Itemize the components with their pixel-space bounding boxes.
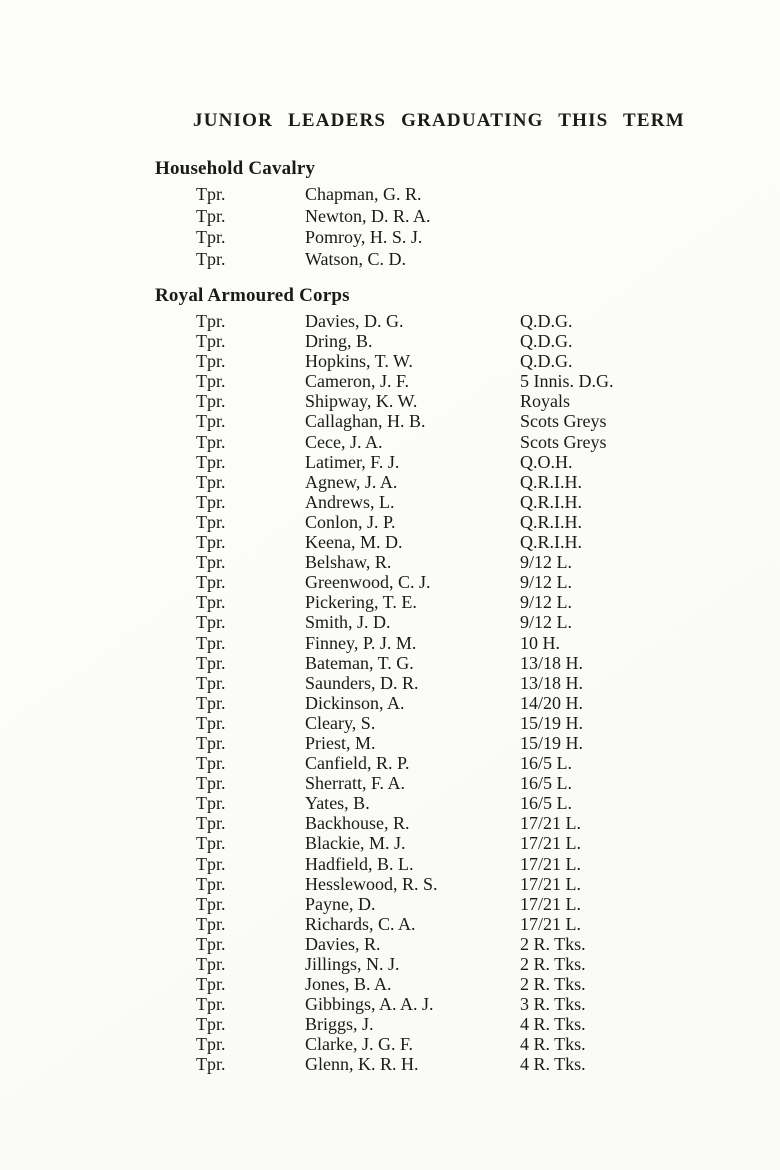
rank-cell: Tpr.	[196, 672, 226, 693]
section-household-cavalry	[155, 158, 780, 270]
roster-row	[155, 874, 780, 894]
roster-row	[155, 974, 780, 994]
name-cell: Finney, P. J. M.	[305, 632, 417, 653]
rank-cell: Tpr.	[196, 572, 226, 593]
rank-cell: Tpr.	[196, 732, 226, 753]
regiment-cell	[520, 206, 780, 228]
section-heading: Royal Armoured Corps	[155, 285, 350, 306]
regiment-cell: 4 R. Tks.	[520, 1014, 586, 1035]
roster-row	[155, 411, 780, 431]
roster-row	[155, 612, 780, 632]
regiment-cell: Q.D.G.	[520, 351, 573, 372]
regiment-cell	[520, 184, 780, 206]
rank-cell: Tpr.	[196, 311, 226, 331]
name-cell: Pomroy, H. S. J.	[305, 227, 423, 247]
regiment-cell: Q.R.I.H.	[520, 491, 582, 512]
name-cell: Clarke, J. G. F.	[305, 1034, 414, 1055]
name-cell: Agnew, J. A.	[305, 471, 398, 492]
name-cell: Saunders, D. R.	[305, 672, 419, 693]
roster-row	[155, 1054, 780, 1074]
rank-cell: Tpr.	[196, 773, 226, 794]
rank-cell: Tpr.	[196, 592, 226, 613]
regiment-cell: 17/21 L.	[520, 813, 581, 834]
regiment-cell: Q.D.G.	[520, 331, 573, 352]
roster-row	[155, 492, 780, 512]
roster-list	[155, 311, 780, 1075]
section-heading: Household Cavalry	[155, 158, 316, 179]
roster-row	[155, 813, 780, 833]
name-cell: Chapman, G. R.	[305, 184, 422, 204]
roster-row	[155, 733, 780, 753]
roster-row	[155, 572, 780, 592]
rank-cell: Tpr.	[196, 1014, 226, 1035]
name-cell: Dickinson, A.	[305, 692, 405, 713]
roster-row	[155, 713, 780, 733]
roster-row	[155, 391, 780, 411]
name-cell: Davies, R.	[305, 933, 381, 954]
regiment-cell: 5 Innis. D.G.	[520, 371, 614, 392]
regiment-cell: 16/5 L.	[520, 793, 572, 814]
roster-row	[155, 793, 780, 813]
roster-row	[155, 693, 780, 713]
roster-row	[155, 311, 780, 331]
rank-cell: Tpr.	[196, 411, 226, 432]
name-cell: Pickering, T. E.	[305, 592, 417, 613]
rank-cell: Tpr.	[196, 371, 226, 392]
roster-list	[155, 184, 780, 270]
regiment-cell: 15/19 H.	[520, 732, 583, 753]
rank-cell: Tpr.	[196, 652, 226, 673]
regiment-cell: Q.R.I.H.	[520, 471, 582, 492]
name-cell: Shipway, K. W.	[305, 391, 418, 412]
name-cell: Bateman, T. G.	[305, 652, 414, 673]
rank-cell: Tpr.	[196, 227, 226, 247]
roster-row	[155, 532, 780, 552]
name-cell: Hesslewood, R. S.	[305, 873, 438, 894]
name-cell: Yates, B.	[305, 793, 370, 814]
rank-cell: Tpr.	[196, 712, 226, 733]
rank-cell: Tpr.	[196, 933, 226, 954]
name-cell: Dring, B.	[305, 331, 373, 352]
rank-cell: Tpr.	[196, 532, 226, 553]
regiment-cell: 2 R. Tks.	[520, 933, 586, 954]
name-cell: Newton, D. R. A.	[305, 205, 431, 226]
rank-cell: Tpr.	[196, 994, 226, 1015]
roster-row	[155, 472, 780, 492]
name-cell: Watson, C. D.	[305, 248, 407, 269]
rank-cell: Tpr.	[196, 853, 226, 874]
regiment-cell: 15/19 H.	[520, 712, 583, 733]
regiment-cell: Royals	[520, 391, 571, 412]
rank-cell: Tpr.	[196, 893, 226, 914]
regiment-cell: Q.R.I.H.	[520, 511, 582, 532]
rank-cell: Tpr.	[196, 451, 226, 472]
regiment-cell: 4 R. Tks.	[520, 1054, 586, 1075]
rank-cell: Tpr.	[196, 813, 226, 834]
rank-cell: Tpr.	[196, 552, 226, 573]
roster-row	[155, 833, 780, 853]
rank-cell: Tpr.	[196, 205, 226, 226]
name-cell: Conlon, J. P.	[305, 511, 396, 532]
rank-cell: Tpr.	[196, 471, 226, 492]
regiment-cell: 16/5 L.	[520, 773, 572, 794]
name-cell: Jillings, N. J.	[305, 954, 400, 974]
name-cell: Sherratt, F. A.	[305, 773, 406, 794]
roster-row	[155, 994, 780, 1014]
regiment-cell: 14/20 H.	[520, 692, 583, 713]
rank-cell: Tpr.	[196, 632, 226, 653]
rank-cell: Tpr.	[196, 248, 226, 269]
roster-row	[155, 227, 780, 249]
name-cell: Payne, D.	[305, 893, 376, 914]
regiment-cell: 9/12 L.	[520, 572, 572, 593]
rank-cell: Tpr.	[196, 184, 226, 204]
roster-row	[155, 934, 780, 954]
name-cell: Andrews, L.	[305, 491, 395, 512]
regiment-cell	[520, 227, 780, 249]
regiment-cell: 17/21 L.	[520, 873, 581, 894]
roster-row	[155, 184, 780, 206]
section-royal-armoured-corps	[155, 285, 780, 1075]
name-cell: Cece, J. A.	[305, 431, 383, 452]
name-cell: Blackie, M. J.	[305, 833, 406, 854]
roster-row	[155, 773, 780, 793]
regiment-cell: 3 R. Tks.	[520, 994, 586, 1015]
regiment-cell: 4 R. Tks.	[520, 1034, 586, 1055]
regiment-cell: Q.O.H.	[520, 451, 573, 472]
regiment-cell: 17/21 L.	[520, 853, 581, 874]
rank-cell: Tpr.	[196, 351, 226, 372]
regiment-cell: 16/5 L.	[520, 753, 572, 774]
name-cell: Smith, J. D.	[305, 612, 391, 633]
roster-row	[155, 552, 780, 572]
regiment-cell: 2 R. Tks.	[520, 954, 586, 974]
regiment-cell: 9/12 L.	[520, 612, 572, 633]
roster-row	[155, 914, 780, 934]
name-cell: Jones, B. A.	[305, 974, 392, 995]
regiment-cell: Q.R.I.H.	[520, 532, 582, 553]
regiment-cell: Scots Greys	[520, 431, 607, 452]
name-cell: Priest, M.	[305, 732, 376, 753]
name-cell: Keena, M. D.	[305, 532, 403, 553]
roster-row	[155, 452, 780, 472]
rank-cell: Tpr.	[196, 1054, 226, 1075]
rank-cell: Tpr.	[196, 431, 226, 452]
rank-cell: Tpr.	[196, 491, 226, 512]
name-cell: Backhouse, R.	[305, 813, 410, 834]
regiment-cell: 9/12 L.	[520, 592, 572, 613]
regiment-cell: Q.D.G.	[520, 311, 573, 331]
roster-row	[155, 673, 780, 693]
name-cell: Richards, C. A.	[305, 913, 416, 934]
rank-cell: Tpr.	[196, 1034, 226, 1055]
regiment-cell: 13/18 H.	[520, 652, 583, 673]
rank-cell: Tpr.	[196, 974, 226, 995]
regiment-cell: 17/21 L.	[520, 893, 581, 914]
name-cell: Hopkins, T. W.	[305, 351, 413, 372]
roster-row	[155, 371, 780, 391]
name-cell: Belshaw, R.	[305, 552, 392, 573]
rank-cell: Tpr.	[196, 753, 226, 774]
roster-row	[155, 592, 780, 612]
roster-row	[155, 854, 780, 874]
name-cell: Briggs, J.	[305, 1014, 374, 1035]
roster-row	[155, 954, 780, 974]
regiment-cell	[520, 249, 780, 271]
roster-row	[155, 653, 780, 673]
name-cell: Greenwood, C. J.	[305, 572, 431, 593]
roster-row	[155, 633, 780, 653]
rank-cell: Tpr.	[196, 331, 226, 352]
name-cell: Cameron, J. F.	[305, 371, 410, 392]
rank-cell: Tpr.	[196, 511, 226, 532]
name-cell: Glenn, K. R. H.	[305, 1054, 419, 1075]
roster-row	[155, 206, 780, 228]
roster-row	[155, 512, 780, 532]
name-cell: Hadfield, B. L.	[305, 853, 414, 874]
roster-row	[155, 894, 780, 914]
regiment-cell: 13/18 H.	[520, 672, 583, 693]
rank-cell: Tpr.	[196, 954, 226, 974]
name-cell: Canfield, R. P.	[305, 753, 410, 774]
roster-row	[155, 351, 780, 371]
roster-row	[155, 249, 780, 271]
regiment-cell: 2 R. Tks.	[520, 974, 586, 995]
name-cell: Cleary, S.	[305, 712, 376, 733]
regiment-cell: 17/21 L.	[520, 833, 581, 854]
rank-cell: Tpr.	[196, 793, 226, 814]
name-cell: Latimer, F. J.	[305, 451, 400, 472]
regiment-cell: 17/21 L.	[520, 913, 581, 934]
name-cell: Davies, D. G.	[305, 311, 404, 331]
name-cell: Callaghan, H. B.	[305, 411, 426, 432]
rank-cell: Tpr.	[196, 692, 226, 713]
regiment-cell: Scots Greys	[520, 411, 607, 432]
rank-cell: Tpr.	[196, 612, 226, 633]
regiment-cell: 9/12 L.	[520, 552, 572, 573]
rank-cell: Tpr.	[196, 913, 226, 934]
rank-cell: Tpr.	[196, 873, 226, 894]
roster-row	[155, 432, 780, 452]
name-cell: Gibbings, A. A. J.	[305, 994, 434, 1015]
roster-row	[155, 331, 780, 351]
roster-row	[155, 1034, 780, 1054]
rank-cell: Tpr.	[196, 391, 226, 412]
page-title: JUNIOR LEADERS GRADUATING THIS TERM	[193, 110, 685, 131]
regiment-cell: 10 H.	[520, 632, 560, 653]
roster-row	[155, 1014, 780, 1034]
roster-row	[155, 753, 780, 773]
rank-cell: Tpr.	[196, 833, 226, 854]
